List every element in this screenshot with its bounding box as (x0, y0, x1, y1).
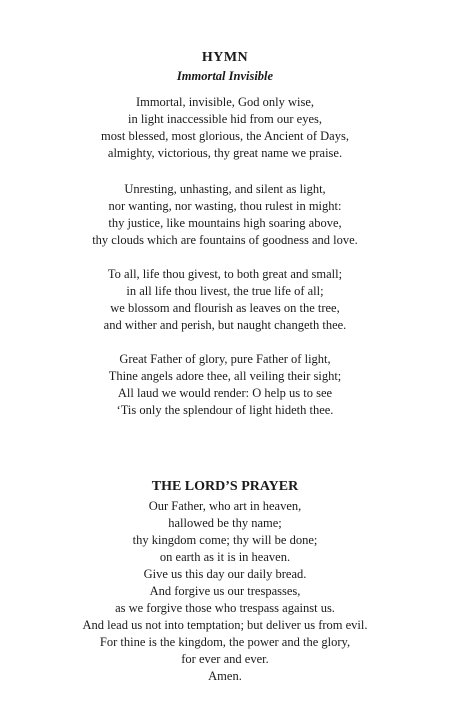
prayer-line: hallowed be thy name; (168, 516, 282, 530)
hymn-stanza-1 (0, 94, 450, 162)
hymn-subtitle: Immortal Invisible (176, 69, 274, 83)
hymn-line: in light inaccessible hid from our eyes, (127, 112, 323, 126)
hymn-line: and wither and perish, but naught changeth thee. (103, 318, 347, 332)
hymn-line: most blessed, most glorious, the Ancient of Days, (101, 129, 349, 143)
hymn-line: To all, life thou givest, to both great and small; (107, 267, 343, 281)
prayer-line: Amen. (208, 669, 242, 683)
prayer-line: on earth as it is in heaven. (159, 550, 291, 564)
prayer-line: And forgive us our trespasses, (149, 584, 301, 598)
hymn-line: Thine angels adore thee, all veiling their sight; (108, 369, 342, 383)
hymn-line: Immortal, invisible, God only wise, (135, 95, 315, 109)
hymn-line: we blossom and flourish as leaves on the tree, (110, 301, 340, 315)
hymn-line: nor wanting, nor wasting, thou rulest in might: (108, 199, 342, 213)
hymn-stanza-2 (0, 181, 450, 249)
prayer-line: For thine is the kingdom, the power and the glory, (99, 635, 351, 649)
prayer-line: Our Father, who art in heaven, (148, 499, 302, 513)
hymn-line: Great Father of glory, pure Father of light, (119, 352, 331, 366)
hymn-line: ‘Tis only the splendour of light hideth thee. (116, 403, 334, 417)
lords-prayer-text (0, 498, 450, 685)
hymn-line: thy clouds which are fountains of goodness and love. (92, 233, 358, 247)
prayer-line: And lead us not into temptation; but deliver us from evil. (82, 618, 368, 632)
hymn-stanza-3 (0, 266, 450, 334)
prayer-line: for ever and ever. (181, 652, 269, 666)
hymn-stanza-4 (0, 351, 450, 419)
hymn-line: Unresting, unhasting, and silent as light, (124, 182, 326, 196)
prayer-line: Give us this day our daily bread. (143, 567, 307, 581)
hymn-line: thy justice, like mountains high soaring above, (108, 216, 342, 230)
prayer-line: as we forgive those who trespass against us. (115, 601, 335, 615)
hymn-line: All laud we would render: O help us to see (117, 386, 333, 400)
hymn-line: in all life thou livest, the true life of all; (126, 284, 324, 298)
lords-prayer-heading: THE LORD’S PRAYER (151, 479, 299, 494)
prayer-line: thy kingdom come; thy will be done; (132, 533, 318, 547)
hymn-heading: HYMN (201, 50, 249, 65)
hymn-line: almighty, victorious, thy great name we praise. (107, 146, 343, 160)
